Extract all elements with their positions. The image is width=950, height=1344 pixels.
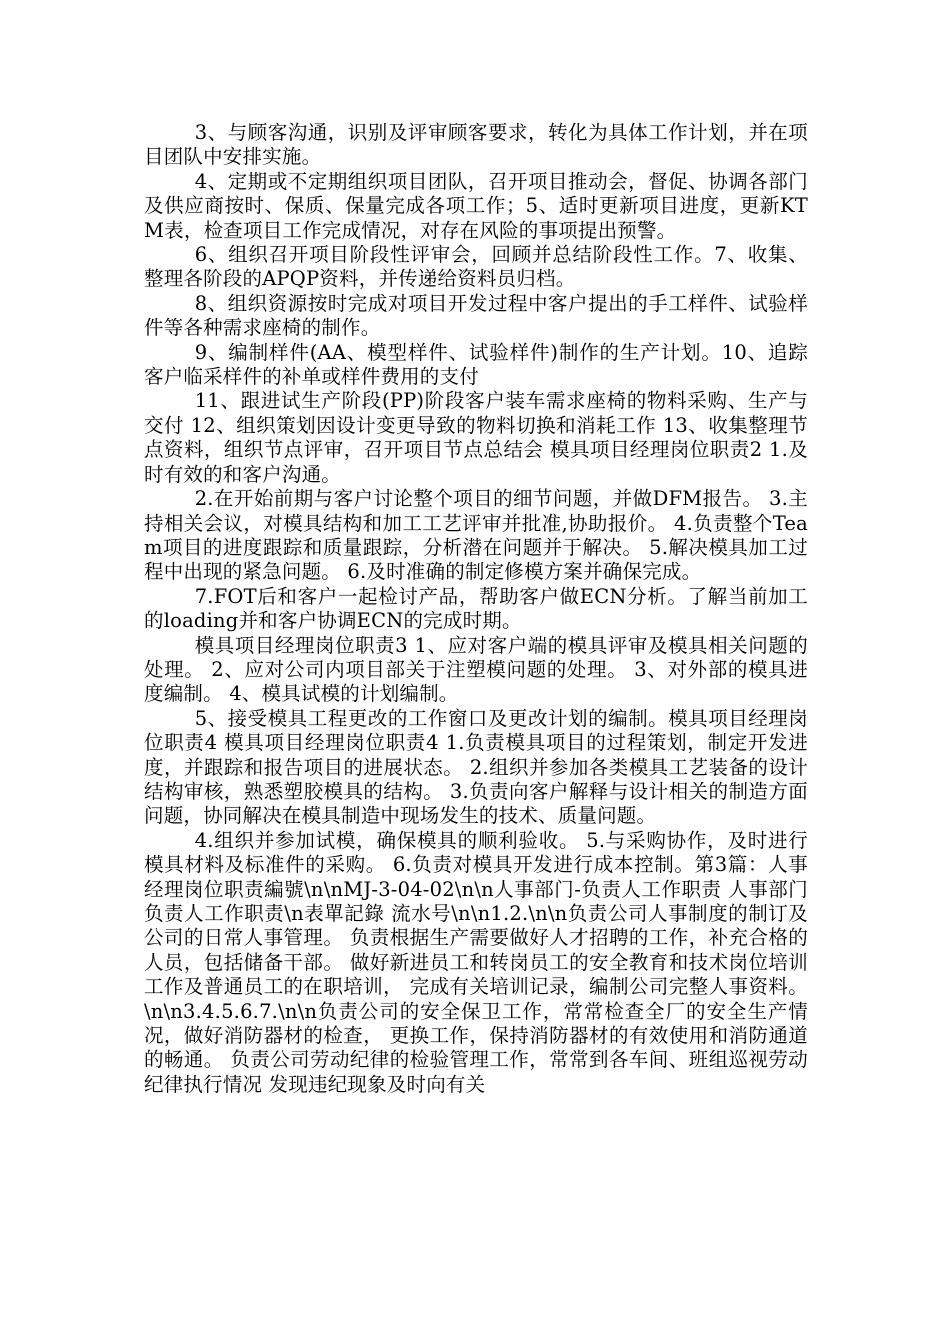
paragraph-1: 3、与顾客沟通，识别及评审顾客要求，转化为具体工作计划，并在项目团队中安排实施。	[144, 121, 808, 169]
paragraph-11: 4.组织并参加试模，确保模具的顺利验收。 5.与采购协作，及时进行模具材料及标准件的采购。 6.负责对模具开发进行成本控制。第3篇：人事经理岗位职责編號\n\nMJ-3-04-02\n\n人事部门-负责人工作职责 人事部门 负责人工作职责\n表單記錄 流水号\n\n1.2.\n\n负责公司人事制度的制订及公司的日常人事管理。 负责根据生产需要做好人才招聘的工作，补充合格的人员，包括储备干部。 做好新进员工和转岗员工的安全教育和技术岗位培训工作及普通员工的在职培训， 完成有关培训记录，编制公司完整人事资料。\n\n3.4.5.6.7.\n\n负责公司的安全保卫工作，常常检查全厂的安全生产情况，做好消防器材的检查， 更换工作，保持消防器材的有效使用和消防通道的畅通。 负责公司劳动纪律的检验管理工作，常常到各车间、班组巡视劳动纪律执行情况 发现违纪现象及时向有关	[144, 828, 808, 1096]
paragraph-8: 7.FOT后和客户一起检讨产品，帮助客户做ECN分析。了解当前加工的loading并和客户协调ECN的完成时期。	[144, 584, 808, 633]
paragraph-10: 5、接受模具工程更改的工作窗口及更改计划的编制。模具项目经理岗位职责4 模具项目经理岗位职责4 1.负责模具项目的过程策划，制定开发进度，并跟踪和报告项目的进展状态。 2.组织并参加各类模具工艺装备的设计结构审核，熟悉塑胶模具的结构。 3.负责向客户解释与设计相关的制造方面问题，协同解决在模具制造中现场发生的技术、质量问题。	[144, 706, 808, 828]
paragraph-9: 模具项目经理岗位职责3 1、应对客户端的模具评审及模具相关问题的处理。 2、应对公司内项目部关于注塑模问题的处理。 3、对外部的模具进度编制。 4、模具试模的计划编制。	[144, 633, 808, 706]
document-body	[144, 121, 808, 1097]
paragraph-3: 6、组织召开项目阶段性评审会，回顾并总结阶段性工作。7、收集、整理各阶段的APQP资料，并传递给资料员归档。	[144, 243, 808, 291]
paragraph-5: 9、编制样件(AA、模型样件、试验样件)制作的生产计划。10、追踪客户临采样件的补单或样件费用的支付	[144, 340, 808, 389]
paragraph-7: 2.在开始前期与客户讨论整个项目的细节问题，并做DFM报告。 3.主持相关会议，对模具结构和加工工艺评审并批准,协助报价。 4.负责整个Team项目的进度跟踪和质量跟踪，分析潜在问题并于解决。 5.解决模具加工过程中出现的紧急问题。 6.及时准确的制定修模方案并确保完成。	[144, 487, 808, 584]
paragraph-4: 8、组织资源按时完成对项目开发过程中客户提出的手工样件、试验样件等各种需求座椅的制作。	[144, 291, 808, 340]
paragraph-6: 11、跟进试生产阶段(PP)阶段客户装车需求座椅的物料采购、生产与交付 12、组织策划因设计变更导致的物料切换和消耗工作 13、收集整理节点资料，组织节点评审，召开项目节点总结会 模具项目经理岗位职责2 1.及时有效的和客户沟通。	[144, 389, 808, 486]
paragraph-2: 4、定期或不定期组织项目团队，召开项目推动会，督促、协调各部门及供应商按时、保质、保量完成各项工作；5、适时更新项目进度，更新KTM表，检查项目工作完成情况，对存在风险的事项提出预警。	[144, 169, 808, 242]
